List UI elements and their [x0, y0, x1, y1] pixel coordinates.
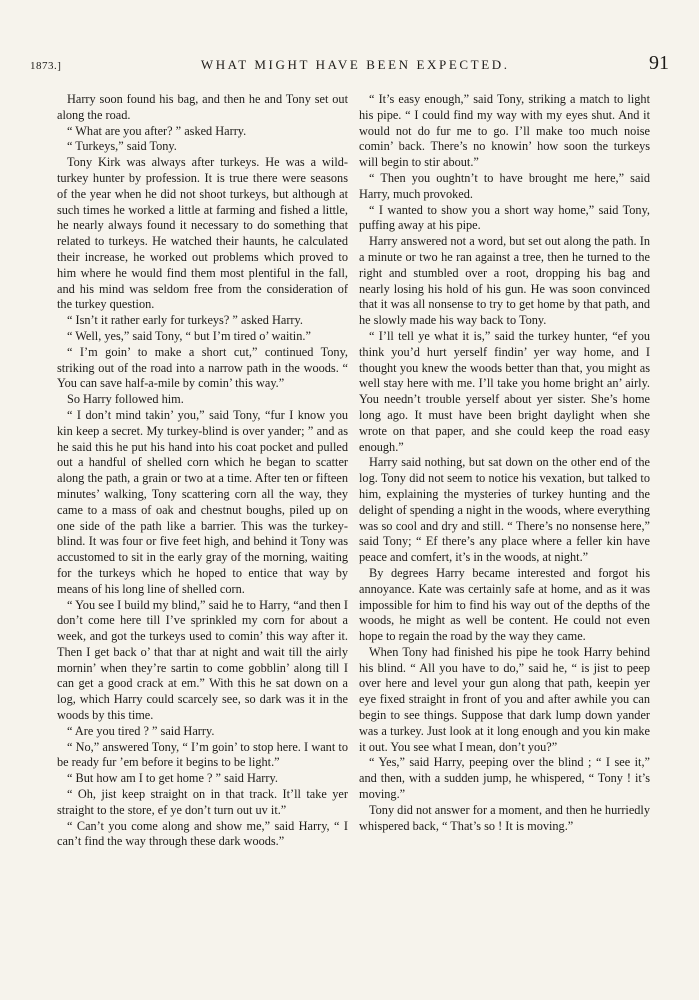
paragraph: So Harry followed him.: [67, 392, 184, 407]
right-column: [359, 92, 650, 850]
page-number: 91: [648, 52, 669, 74]
paragraph: “ I’m goin’ to make a short cut,” continued Tony, striking out of the road into a narrow path in the woods. “ You can save half-a-mile by comin’ this way.”: [57, 344, 348, 391]
paragraph: Tony did not answer for a moment, and then he hurriedly whispered back, “ That’s so ! It is moving.”: [359, 802, 650, 833]
paragraph: “ But how am I to get home ? ” said Harry.: [67, 771, 278, 786]
paragraph: “ I don’t mind takin’ you,” said Tony, “fur I know you kin keep a secret. My turkey-blind is over yander; ” and as he said this he put his hand into his coat pocket and pulled out a handful of shelled corn which he began to scatter along the path, a grain or two at a time. After ten or fifteen minutes’ walking, Tony scattering corn all the way, they came to a mass of oak and chestnut boughs, piled up on one side of the path like a barrier. This was the turkey-blind. It was four or five feet high, and behind it Tony was accustomed to sit in the early gray of the morning, waiting for the turkeys which he hoped to entice that way by means of his long line of shelled corn.: [57, 407, 348, 596]
paragraph: Harry said nothing, but sat down on the other end of the log. Tony did not seem to notice his vexation, but talked to him, explaining the mysteries of turkey hunting and the delight of spending a night in the woods, where everything was so cool and dry and still. “ There’s no nonsense here,” said Tony; “ Ef there’s any place where a feller kin have peace and comfert, it’s in the woods, at night.”: [359, 455, 650, 565]
paragraph: “ What are you after? ” asked Harry.: [67, 123, 247, 138]
paragraph: “ Then you oughtn’t to have brought me here,” said Harry, much provoked.: [359, 170, 650, 201]
paragraph: Tony Kirk was always after turkeys. He was a wild-turkey hunter by profession. It is true there were seasons of the year when he did not shoot turkeys, but although at such times he worked a little at farming and fished a little, he nearly always found it necessary to do something that related to turkeys. He watched their haunts, he calculated their increase, he worked out problems which proved to him where he would find them most plentiful in the fall, and his mind was seldom free from the consideration of the turkey question.: [57, 155, 348, 312]
text-columns: [57, 92, 650, 850]
left-column: [57, 92, 348, 850]
paragraph: “ Can’t you come along and show me,” said Harry, “ I can’t find the way through these dark woods.”: [57, 818, 348, 849]
paragraph: “ Oh, jist keep straight on in that track. It’ll take yer straight to the store, ef ye don’t turn out uv it.”: [57, 787, 348, 817]
paragraph: When Tony had finished his pipe he took Harry behind his blind. “ All you have to do,” said he, “ is jist to peep over here and level your gun along that path, keepin yer eye fixed straight in front of you and after awhile you can begin to see things. Suppose that dark lump down yander was a turkey. Just look at it long enough and you kin make it out. You see what I mean, don’t you?”: [359, 644, 650, 754]
paragraph: Harry answered not a word, but set out along the path. In a minute or two he ran against a tree, then he turned to the right and stumbled over a root, dropping his bag and nearly losing his hold of his gun. He was soon convinced that it was all nonsense to try to get home by that path, and he slowly made his way back to Tony.: [359, 234, 650, 328]
paragraph: “ I wanted to show you a short way home,” said Tony, puffing away at his pipe.: [359, 202, 650, 233]
paragraph: “ Isn’t it rather early for turkeys? ” asked Harry.: [67, 313, 303, 328]
paragraph: “ Yes,” said Harry, peeping over the blind ; “ I see it,” and then, with a sudden jump, he whispered, “ Tony ! it’s moving.”: [359, 755, 650, 802]
paragraph: Harry soon found his bag, and then he and Tony set out along the road.: [57, 92, 348, 122]
running-header: [30, 52, 669, 74]
paragraph: “ Turkeys,” said Tony.: [67, 139, 177, 154]
paragraph: “ I’ll tell ye what it is,” said the turkey hunter, “ef you think you’d hurt yerself findin’ yer way home, and I thought you knew the woods better than that, you might as well stay here with me. I’ll take you home bright an’ airly. You needn’t trouble yerself about yer sister. She’s home long ago. It must have been bright daylight when she wrote on that paper, and she could keep the road easy enough.”: [359, 328, 650, 454]
paragraph: “ No,” answered Tony, “ I’m goin’ to stop here. I want to be ready fur ’em before it begins to be light.”: [57, 739, 348, 770]
paragraph: By degrees Harry became interested and forgot his annoyance. Kate was certainly safe at home, and as it was impossible for him to find his way out of the depths of the woods, he might as well be content. He could not even hope to regain the road by the way they came.: [359, 565, 650, 644]
paragraph: “ It’s easy enough,” said Tony, striking a match to light his pipe. “ I could find my way with my eyes shut. And it would not do fur me to go. I’ll make too much noise comin’ back. There’s no knowin’ how soon the turkeys will begin to stir about.”: [359, 92, 650, 170]
paragraph: “ You see I build my blind,” said he to Harry, “and then I don’t come here till I’ve sprinkled my corn for about a week, and got the turkeys used to comin’ this way after it. Then I get back o’ that thar at night and wait till the airly mornin’ when they’re sartin to come gobblin’ along till I can get a good crack at em.” With this he sat down on a log, which Harry could scarcely see, so dark was it in the woods by this time.: [57, 597, 348, 723]
paragraph: “ Are you tired ? ” said Harry.: [67, 723, 215, 738]
paragraph: “ Well, yes,” said Tony, “ but I’m tired o’ waitin.”: [67, 328, 311, 343]
header-title: WHAT MIGHT HAVE BEEN EXPECTED.: [200, 57, 510, 72]
header-year: 1873.]: [30, 60, 62, 72]
